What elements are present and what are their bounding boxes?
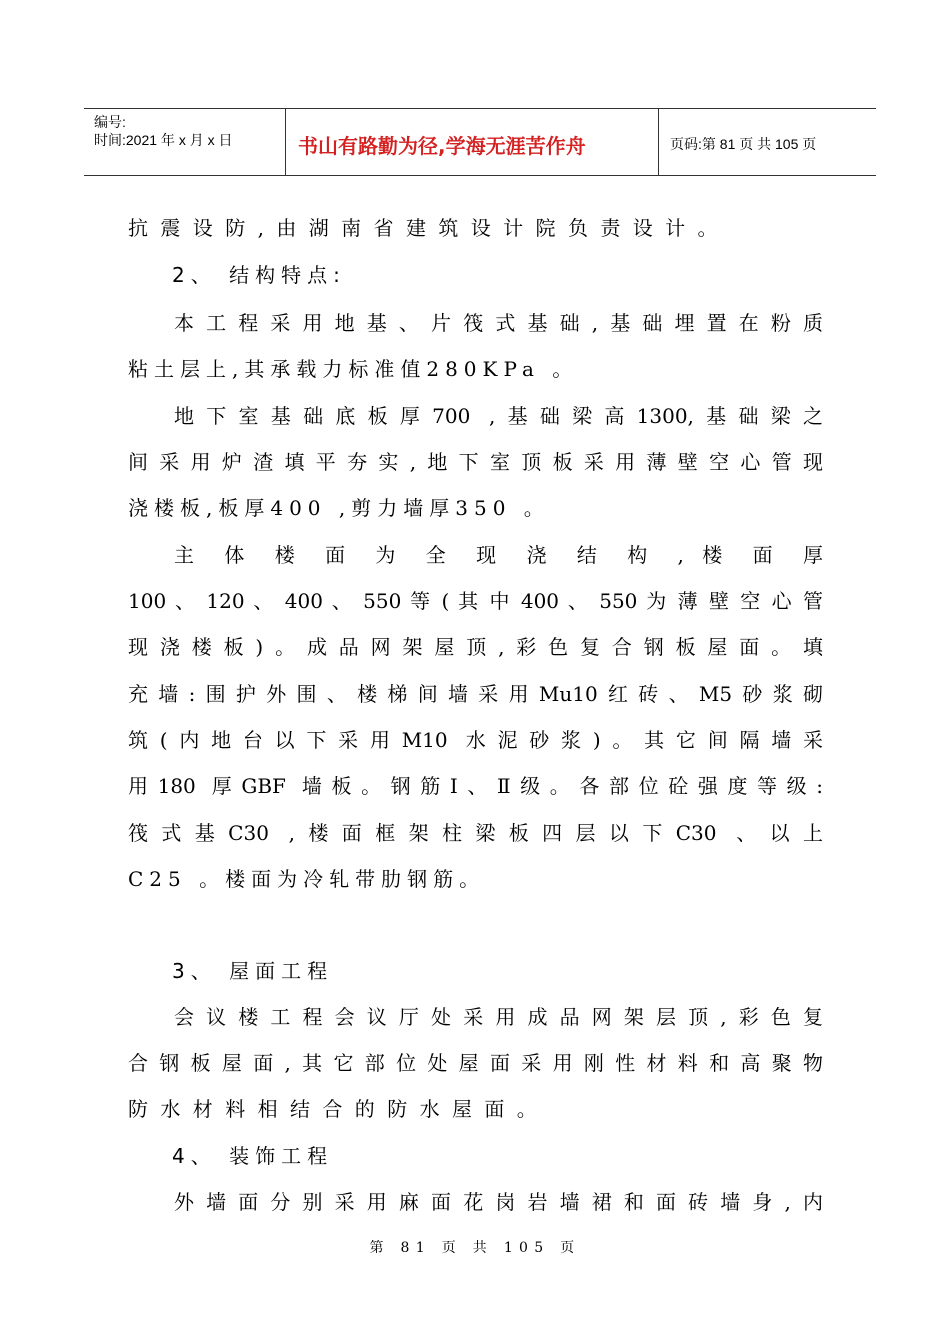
document-code-label: 编号:: [94, 114, 126, 130]
page-header: [84, 108, 876, 176]
paragraph-line: 筑(内地台以下采用M10 水泥砂浆)。其它间隔墙采: [128, 728, 823, 752]
paragraph-line: 用180 厚GBF 墙板。钢筋Ⅰ、Ⅱ级。各部位砼强度等级:: [128, 774, 823, 798]
paragraph-line: 抗震设防,由湖南省建筑设计院负责设计。: [128, 216, 730, 240]
header-divider: [658, 109, 659, 176]
paragraph-line: 会议楼工程会议厅处采用成品网架层顶,彩色复: [174, 1005, 823, 1029]
paragraph-line: 本工程采用地基、片筏式基础,基础埋置在粉质: [174, 311, 823, 335]
paragraph-line: 粘土层上,其承载力标准值280KPa 。: [128, 357, 579, 381]
paragraph-line: 防水材料相结合的防水屋面。: [128, 1097, 550, 1121]
header-divider: [285, 109, 286, 176]
paragraph-line: 主 体 楼 面 为 全 现 浇 结 构 , 楼 面 厚: [174, 543, 823, 567]
paragraph-line: 外墙面分别采用麻面花岗岩墙裙和面砖墙身,内: [174, 1190, 823, 1214]
document-time-label: 时间:2021 年 x 月 x 日: [94, 132, 233, 148]
header-page-number: 页码:第 81 页 共 105 页: [670, 136, 817, 152]
paragraph-line: 地下室基础底板厚700 ,基础梁高1300,基础梁之: [174, 404, 823, 428]
paragraph-line: 浇楼板,板厚400 ,剪力墙厚350 。: [128, 496, 550, 520]
page-footer: 第 81 页 共 105 页: [369, 1240, 581, 1256]
paragraph-line: 筏式基C30 ,楼面框架柱梁板四层以下C30 、以上: [128, 821, 823, 845]
paragraph-line: 间采用炉渣填平夯实,地下室顶板采用薄壁空心管现: [128, 450, 823, 474]
section-heading: 3、 屋面工程: [172, 959, 334, 983]
paragraph-line: 现浇楼板)。成品网架屋顶,彩色复合钢板屋面。填: [128, 635, 823, 659]
section-heading: 2、 结构特点:: [172, 263, 346, 287]
paragraph-line: 100 、 120 、 400 、 550 等 ( 其 中 400 、 550 为 薄 壁 空 心 管: [128, 589, 823, 613]
paragraph-line: C25 。楼面为冷轧带肋钢筋。: [128, 867, 486, 891]
paragraph-line: 合钢板屋面,其它部位处屋面采用刚性材料和高聚物: [128, 1051, 823, 1075]
section-heading: 4、 装饰工程: [172, 1144, 334, 1168]
header-motto: 书山有路勤为径,学海无涯苦作舟: [298, 134, 586, 158]
paragraph-line: 充墙:围护外围、楼梯间墙采用Mu10红砖、M5砂浆砌: [128, 682, 823, 706]
